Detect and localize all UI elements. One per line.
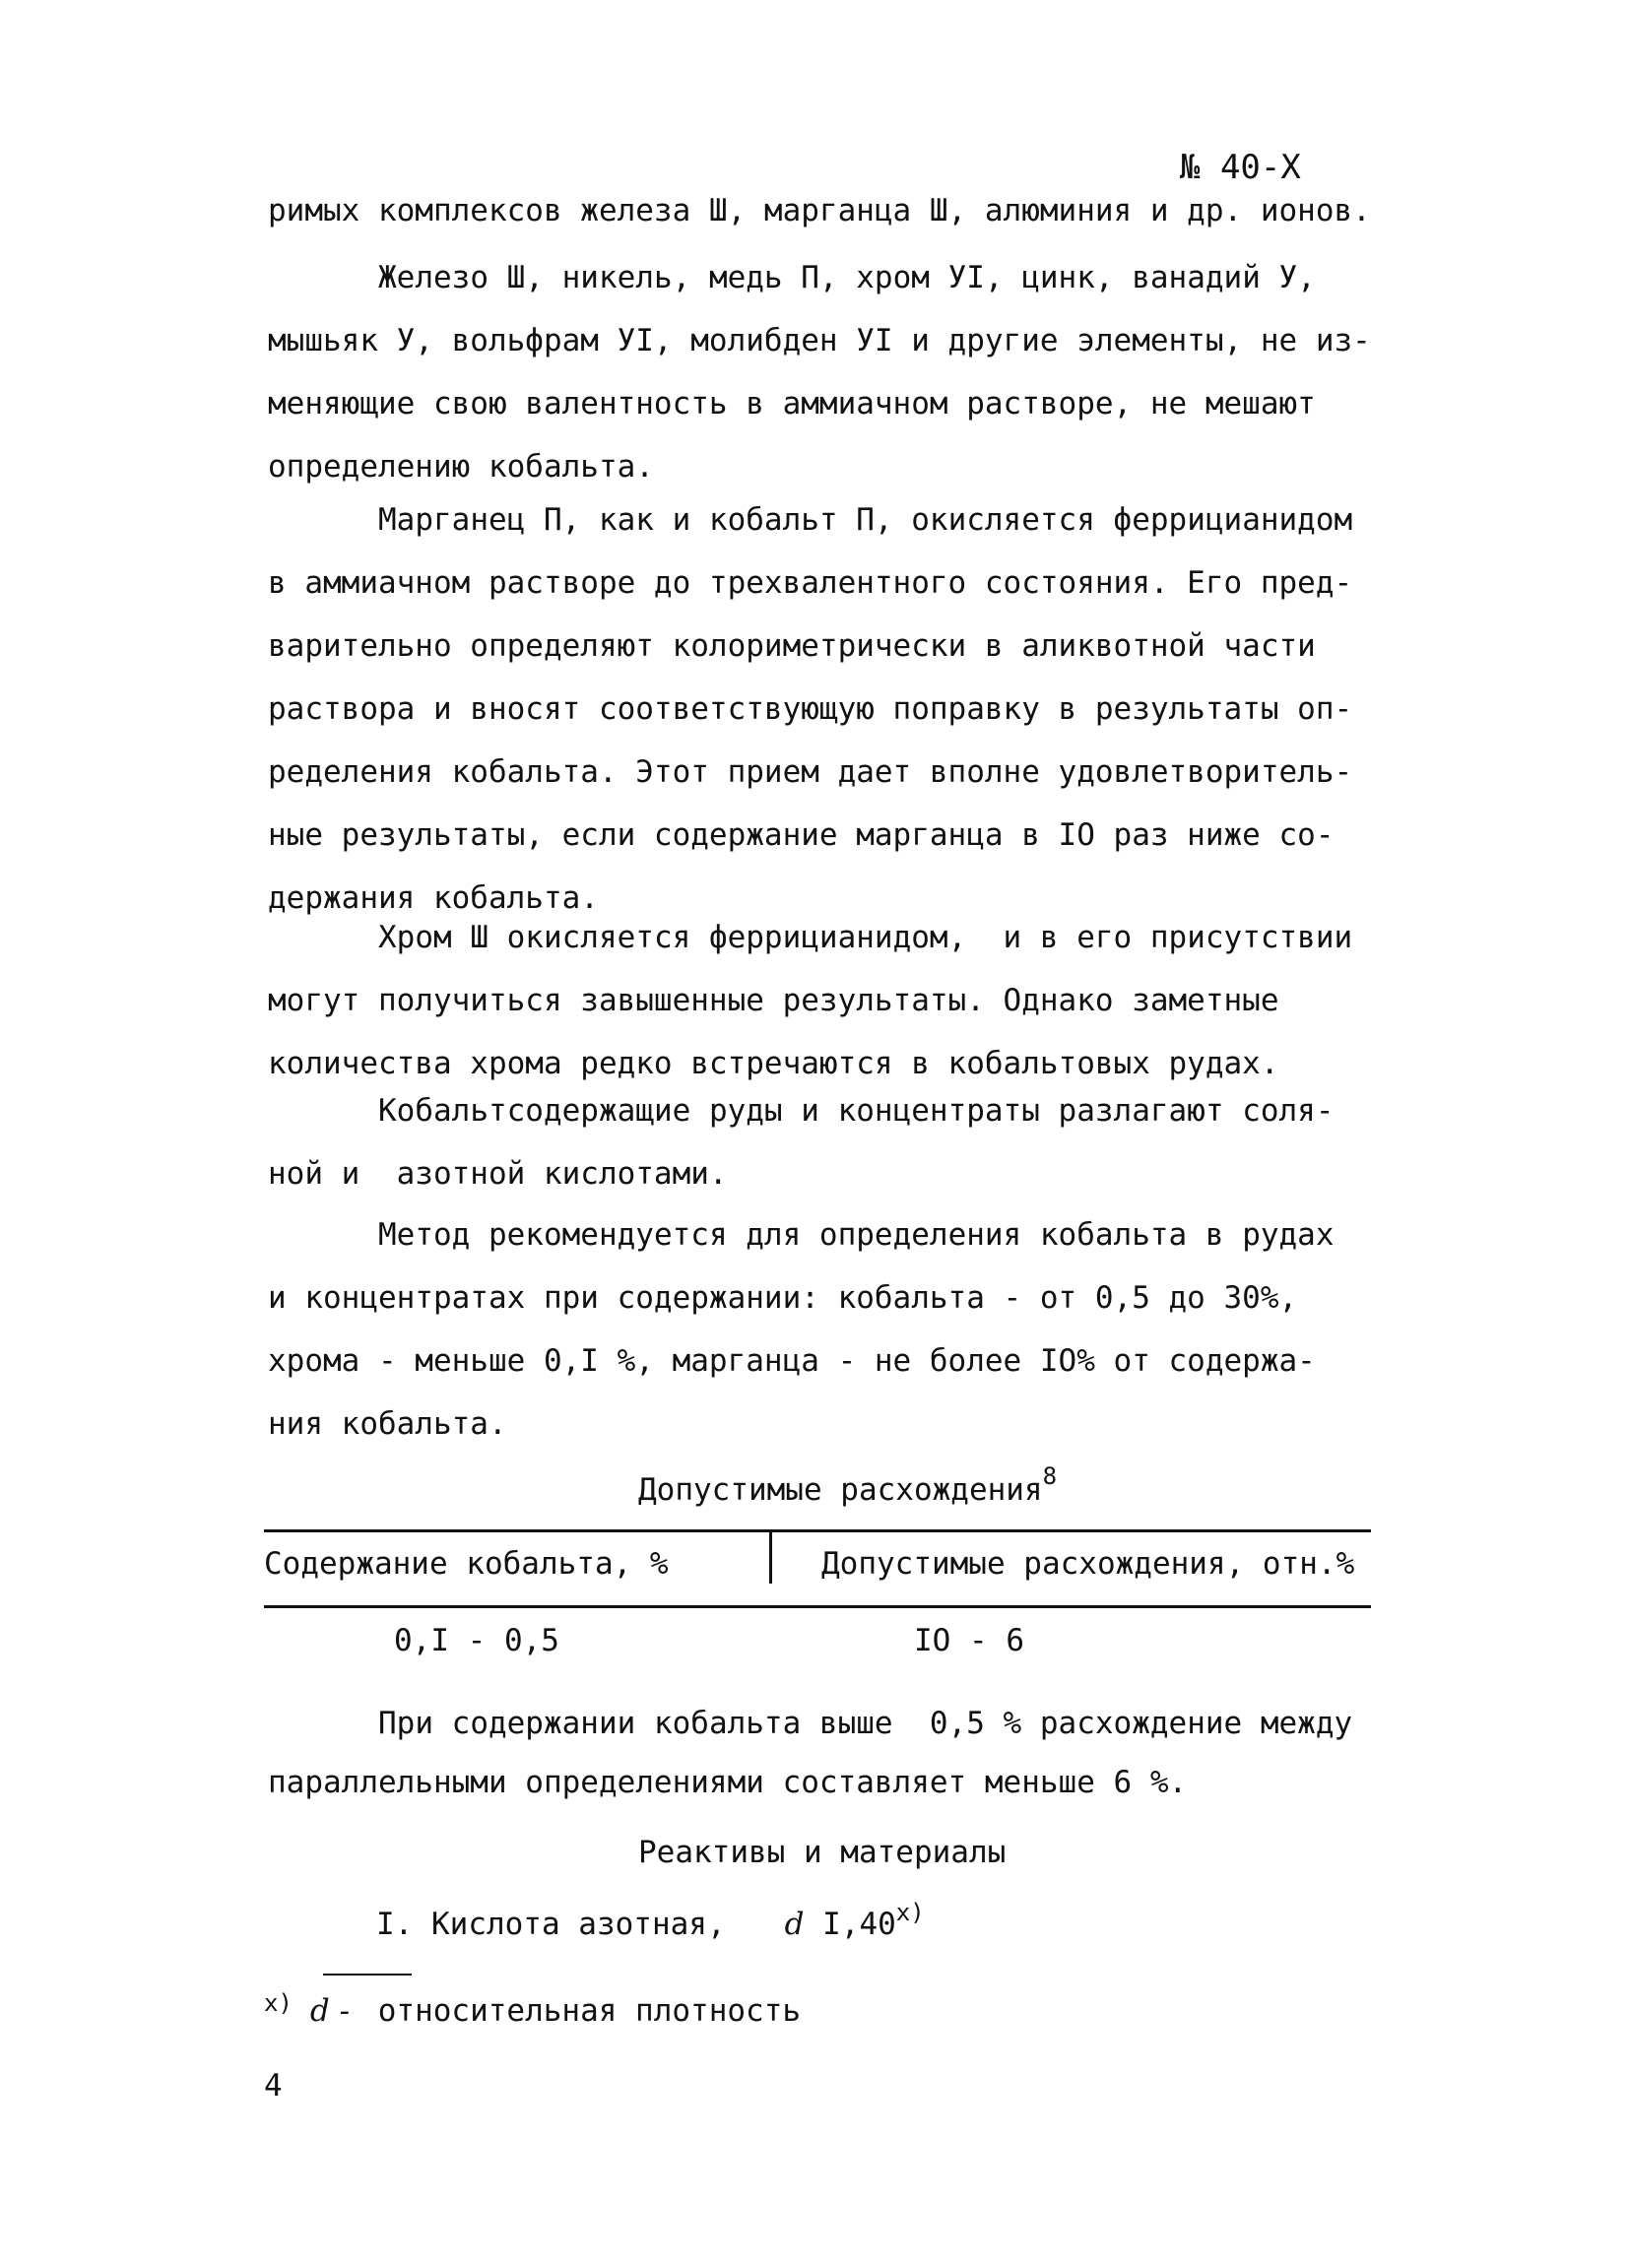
footnote-symbol: d - [309, 1993, 351, 2029]
density-symbol: d [784, 1907, 805, 1942]
text-line: определению кобальта. [268, 449, 654, 485]
paragraph-above-range [268, 1694, 1352, 1812]
text-line: меняющие свою валентность в аммиачном растворе, не мешают [268, 386, 1316, 421]
text-line: могут получиться завышенные результаты. Однако заметные [268, 983, 1279, 1018]
text-line: мышьяк У, вольфрам УI, молибден УI и другие элементы, не из- [268, 323, 1371, 358]
text-line: римых комплексов железа Ш, марганца Ш, алюминия и др. ионов. [268, 193, 1371, 228]
table-header-cobalt-content: Содержание кобальта, % [264, 1546, 669, 1582]
paragraph-continuation [268, 179, 1371, 242]
paragraph-decomposition [268, 1079, 1371, 1205]
text-line: параллельными определениями составляет меньше 6 %. [268, 1765, 1188, 1800]
text-line: ные результаты, если содержание марганца в IO раз ниже со- [268, 817, 1335, 853]
paragraph-chromium [268, 906, 1371, 1095]
text-line: и концентратах при содержании: кобальта - от 0,5 до 30%, [268, 1280, 1298, 1316]
table-title-text: Допустимые расхождения [638, 1472, 1043, 1508]
table-header-tolerance: Допустимые расхождения, отн.% [821, 1546, 1355, 1582]
table-title-superscript: 8 [1042, 1462, 1058, 1490]
text-line: Хром Ш окисляется феррицианидом, и в его присутствии [378, 920, 1353, 955]
text-line: количества хрома редко встречаются в кобальтовых рудах. [268, 1046, 1279, 1081]
text-line: При содержании кобальта выше 0,5 % расхождение между [378, 1706, 1353, 1741]
page-number: 4 [264, 2068, 283, 2104]
reagent-item-text: I. Кислота азотная, [376, 1907, 726, 1942]
reagent-item-1 [376, 1899, 925, 1942]
paragraph-method-scope [268, 1203, 1371, 1456]
text-line: Метод рекомендуется для определения кобальта в рудах [378, 1217, 1335, 1253]
table-top-rule [264, 1529, 1371, 1532]
text-line: Марганец П, как и кобальт П, окисляется феррицианидом [378, 502, 1353, 538]
text-line: ределения кобальта. Этот прием дает вполне удовлетворитель- [268, 754, 1353, 790]
table-header-separator [769, 1532, 772, 1584]
reagents-heading: Реактивы и материалы [638, 1835, 1007, 1870]
reagent-item-value: I,40 [822, 1907, 896, 1942]
document-number: № 40-Х [1180, 148, 1301, 187]
footnote-mark: x) [264, 1989, 293, 2017]
text-line: в аммиачном растворе до трехвалентного состояния. Его пред- [268, 565, 1353, 601]
text-line: ния кобальта. [268, 1406, 507, 1442]
paragraph-manganese [268, 488, 1371, 930]
table-cell-tolerance-range: IO - 6 [914, 1623, 1024, 1658]
text-line: Кобальтсодержащие руды и концентраты разлагают соля- [378, 1093, 1335, 1129]
text-line: раствора и вносят соответствующую поправку в результаты оп- [268, 691, 1353, 727]
footnote [264, 1989, 801, 2029]
footnote-reference: x) [895, 1899, 925, 1926]
footnote-text: относительная плотность [377, 1993, 802, 2029]
footnote-rule [323, 1974, 412, 1976]
paragraph-non-interfering-elements [268, 246, 1371, 498]
text-line: Железо Ш, никель, медь П, хром УI, цинк, ванадий У, [378, 260, 1316, 295]
text-line: держания кобальта. [268, 880, 599, 916]
text-line: ной и азотной кислотами. [268, 1156, 728, 1192]
table-header-rule [264, 1605, 1371, 1608]
text-line: варительно определяют колориметрически в аликвотной части [268, 628, 1316, 664]
table-title [638, 1462, 1057, 1508]
text-line: хрома - меньше 0,I %, марганца - не более IO% от содержа- [268, 1343, 1316, 1379]
table-cell-cobalt-range: 0,I - 0,5 [394, 1623, 559, 1658]
